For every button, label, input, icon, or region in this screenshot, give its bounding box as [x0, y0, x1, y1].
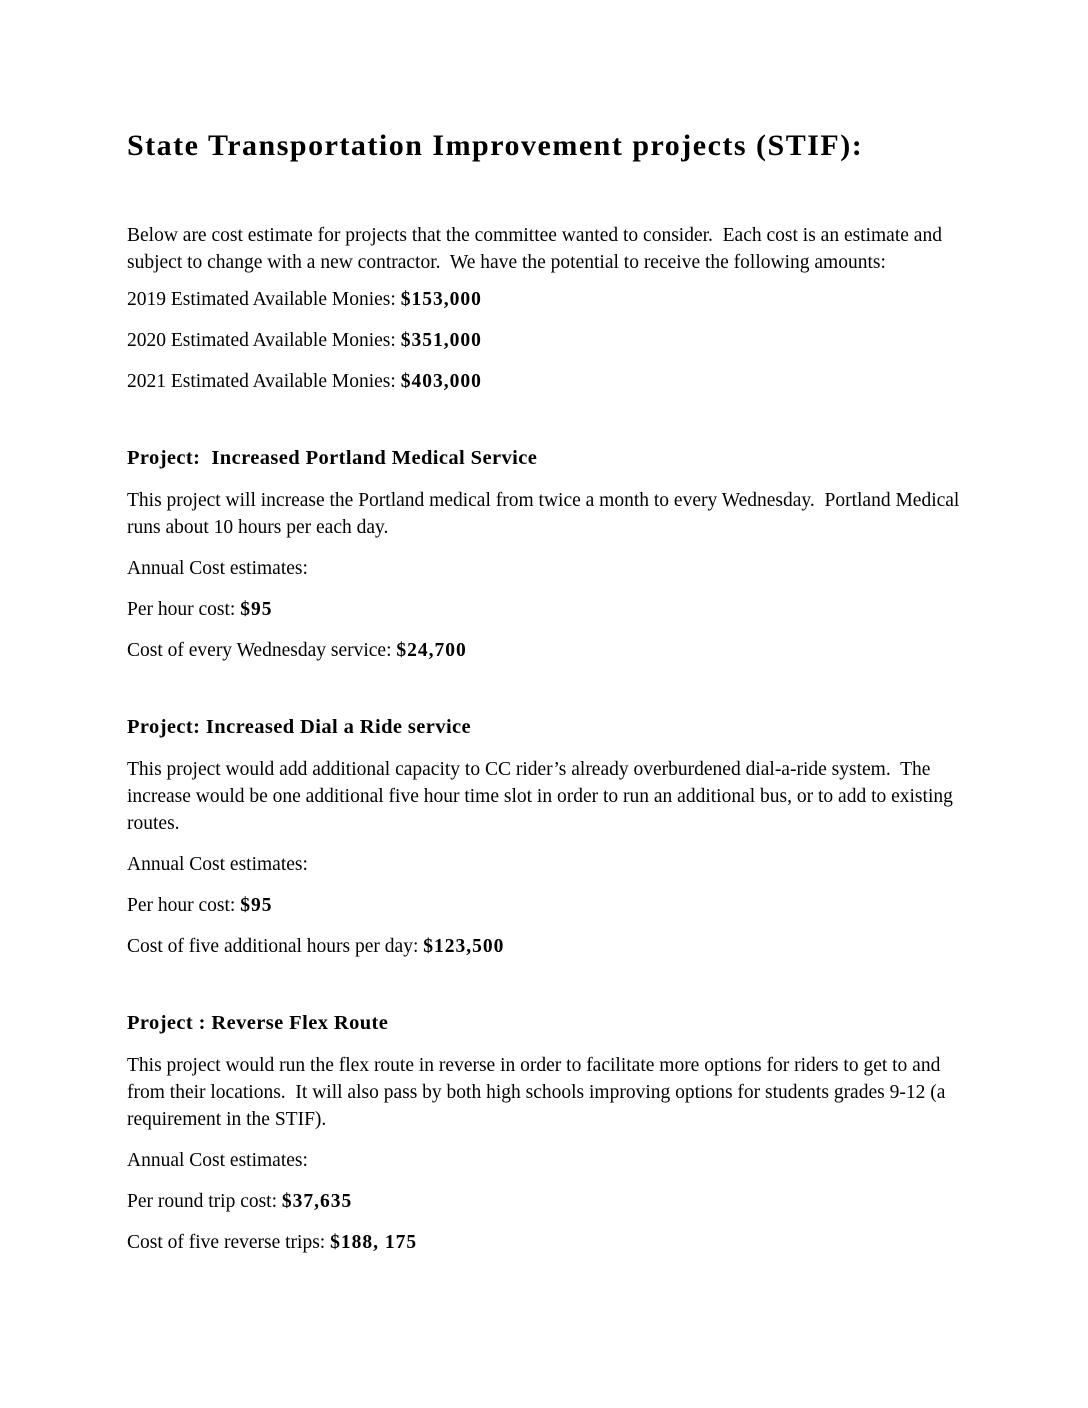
cost-line [127, 1188, 960, 1215]
monies-line-2020 [127, 327, 960, 354]
project-description: This project would run the flex route in reverse in order to facilitate more options for riders to get to and from their locations. It will also pass by both high schools improving options for students grades 9-12 (a requirement in the STIF). [127, 1055, 951, 1130]
cost-amount: $95 [240, 895, 273, 916]
cost-amount: $37,635 [281, 1191, 353, 1212]
cost-label: Cost of every Wednesday service: [127, 640, 392, 661]
intro-paragraph: Below are cost estimate for projects that the committee wanted to consider. Each cost is an estimate and subject to change with a new contractor. We have the potential to receive the following amounts: [127, 225, 947, 273]
cost-line [127, 637, 960, 664]
annual-cost-estimates-label: Annual Cost estimates: [127, 1150, 308, 1171]
project-heading: Project : Reverse Flex Route [127, 1012, 389, 1034]
cost-amount: $188, 175 [330, 1232, 418, 1253]
annual-cost-estimates-label: Annual Cost estimates: [127, 854, 308, 875]
monies-amount: $153,000 [400, 289, 482, 310]
cost-label: Cost of five reverse trips: [127, 1232, 326, 1253]
cost-line [127, 892, 960, 919]
cost-line [127, 933, 960, 960]
cost-label: Cost of five additional hours per day: [127, 936, 419, 957]
project-description: This project will increase the Portland medical from twice a month to every Wednesday. Portland Medical runs about 10 hours per each day. [127, 490, 965, 538]
cost-line [127, 596, 960, 623]
monies-amount: $351,000 [400, 330, 482, 351]
project-description: This project would add additional capacity to CC rider’s already overburdened dial-a-ride system. The increase would be one additional five hour time slot in order to run an additional bus, or to add to existing routes. [127, 759, 958, 834]
page-title: State Transportation Improvement projects (STIF): [127, 129, 864, 162]
cost-label: Per hour cost: [127, 599, 236, 620]
monies-line-2019 [127, 286, 960, 313]
monies-amount: $403,000 [400, 371, 482, 392]
cost-label: Per hour cost: [127, 895, 236, 916]
cost-line [127, 1229, 960, 1256]
project-heading: Project: Increased Dial a Ride service [127, 716, 472, 738]
project-section-portland-medical [127, 445, 965, 664]
cost-amount: $95 [240, 599, 273, 620]
cost-label: Per round trip cost: [127, 1191, 278, 1212]
project-section-reverse-flex-route [127, 1010, 960, 1256]
annual-cost-estimates-label: Annual Cost estimates: [127, 558, 308, 579]
monies-line-2021 [127, 368, 960, 395]
monies-label: 2019 Estimated Available Monies: [127, 289, 396, 310]
monies-label: 2020 Estimated Available Monies: [127, 330, 396, 351]
monies-label: 2021 Estimated Available Monies: [127, 371, 396, 392]
cost-amount: $24,700 [396, 640, 467, 661]
cost-amount: $123,500 [423, 936, 505, 957]
project-section-dial-a-ride [127, 714, 960, 960]
project-heading: Project: Increased Portland Medical Service [127, 447, 538, 469]
